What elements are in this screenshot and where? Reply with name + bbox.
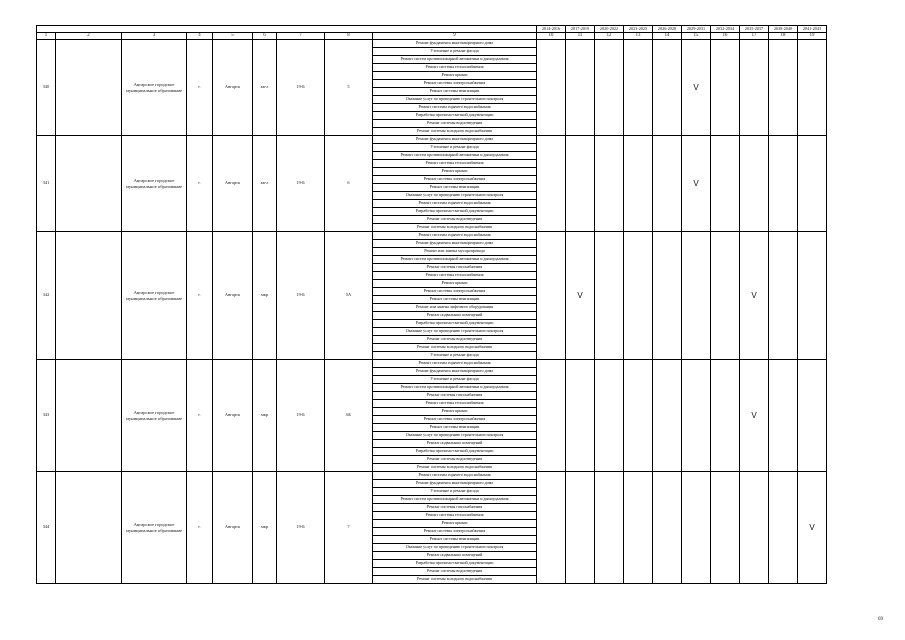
work-item: Разработка проектно-сметной документации bbox=[373, 560, 537, 568]
column-number: 4 bbox=[187, 33, 213, 40]
period-mark: V bbox=[682, 136, 711, 232]
entry-number: 344 bbox=[37, 472, 56, 584]
work-item: Ремонт системы электроснабжения bbox=[373, 416, 537, 424]
period-mark bbox=[537, 360, 566, 472]
work-item: Ремонт системы электроснабжения bbox=[373, 528, 537, 536]
period-mark bbox=[653, 360, 682, 472]
period-mark bbox=[682, 232, 711, 360]
work-item: Разработка проектно-сметной документации bbox=[373, 208, 537, 216]
work-item: Утепление и ремонт фасада bbox=[373, 48, 537, 56]
owner-cell: Ангарское городское муниципальное образование bbox=[122, 360, 187, 472]
period-header: 2026-2028 bbox=[653, 26, 682, 33]
repair-schedule-table bbox=[36, 25, 827, 584]
street-cell: 19-й bbox=[277, 40, 325, 136]
period-header: 2038-2040 bbox=[769, 26, 798, 33]
owner-cell: Ангарское городское муниципальное образование bbox=[122, 40, 187, 136]
period-header: 2020-2022 bbox=[595, 26, 624, 33]
period-mark bbox=[740, 40, 769, 136]
locality-type-cell: г. bbox=[187, 136, 213, 232]
locality-type-cell: г. bbox=[187, 472, 213, 584]
entry-number: 343 bbox=[37, 360, 56, 472]
work-item: Ремонт систем противопожарной автоматики и дымоудаления bbox=[373, 56, 537, 64]
period-header: 2029-2031 bbox=[682, 26, 711, 33]
work-item: Ремонт фундамента многоквартирного дома bbox=[373, 40, 537, 48]
work-item: Ремонт систем противопожарной автоматики и дымоудаления bbox=[373, 384, 537, 392]
period-mark bbox=[769, 472, 798, 584]
street-type-cell: кв-л bbox=[253, 40, 277, 136]
work-item: Ремонт крыши bbox=[373, 520, 537, 528]
work-item: Ремонт системы холодного водоснабжения bbox=[373, 464, 537, 472]
work-item: Ремонт системы теплоснабжения bbox=[373, 512, 537, 520]
column-number: 19 bbox=[798, 33, 827, 40]
period-header: 2035-2037 bbox=[740, 26, 769, 33]
street-cell: 19-й bbox=[277, 232, 325, 360]
work-item: Разработка проектно-сметной документации bbox=[373, 320, 537, 328]
work-item: Ремонт крыши bbox=[373, 72, 537, 80]
period-mark bbox=[798, 232, 827, 360]
locality-type-cell: г. bbox=[187, 360, 213, 472]
column-number: 11 bbox=[566, 33, 595, 40]
work-item: Оказание услуг по проведению строительного контроля bbox=[373, 96, 537, 104]
work-item: Ремонт системы вентиляции bbox=[373, 88, 537, 96]
work-item: Ремонт подвальных помещений bbox=[373, 552, 537, 560]
house-number-cell: 5А bbox=[325, 232, 373, 360]
street-type-cell: кв-л bbox=[253, 136, 277, 232]
work-item: Ремонт системы водоотведения bbox=[373, 120, 537, 128]
work-item: Ремонт подвальных помещений bbox=[373, 312, 537, 320]
work-item: Ремонт системы горячего водоснабжения bbox=[373, 232, 537, 240]
work-item: Ремонт системы теплоснабжения bbox=[373, 160, 537, 168]
work-item: Разработка проектно-сметной документации bbox=[373, 112, 537, 120]
work-item: Ремонт системы теплоснабжения bbox=[373, 400, 537, 408]
period-mark: V bbox=[566, 232, 595, 360]
column-number: 15 bbox=[682, 33, 711, 40]
column-number: 5 bbox=[213, 33, 253, 40]
period-mark: V bbox=[682, 40, 711, 136]
work-item: Ремонт системы электроснабжения bbox=[373, 288, 537, 296]
work-item: Ремонт фундамента многоквартирного дома bbox=[373, 368, 537, 376]
work-item: Ремонт системы электроснабжения bbox=[373, 176, 537, 184]
entry-blank-cell bbox=[56, 232, 122, 360]
period-mark bbox=[566, 472, 595, 584]
street-cell: 19-й bbox=[277, 136, 325, 232]
column-number: 10 bbox=[537, 33, 566, 40]
period-mark: V bbox=[740, 232, 769, 360]
work-item: Ремонт систем противопожарной автоматики и дымоудаления bbox=[373, 256, 537, 264]
period-mark bbox=[624, 40, 653, 136]
locality-cell: Ангарск bbox=[213, 232, 253, 360]
work-item: Ремонт системы теплоснабжения bbox=[373, 64, 537, 72]
work-item: Утепление и ремонт фасада bbox=[373, 376, 537, 384]
column-number: 12 bbox=[595, 33, 624, 40]
work-item: Разработка проектно-сметной документации bbox=[373, 448, 537, 456]
work-item: Утепление и ремонт фасада bbox=[373, 488, 537, 496]
work-item: Ремонт системы холодного водоснабжения bbox=[373, 576, 537, 584]
work-item: Оказание услуг по проведению строительного контроля bbox=[373, 192, 537, 200]
work-item: Ремонт фундамента многоквартирного дома bbox=[373, 136, 537, 144]
period-mark bbox=[537, 136, 566, 232]
work-item: Ремонт системы холодного водоснабжения bbox=[373, 344, 537, 352]
work-item: Ремонт системы газоснабжения bbox=[373, 504, 537, 512]
house-number-cell: 7 bbox=[325, 472, 373, 584]
period-header: 2017-2019 bbox=[566, 26, 595, 33]
period-mark bbox=[711, 472, 740, 584]
period-header-row bbox=[37, 26, 827, 33]
table-row bbox=[37, 360, 827, 368]
locality-cell: Ангарск bbox=[213, 136, 253, 232]
entry-blank-cell bbox=[56, 136, 122, 232]
column-number: 18 bbox=[769, 33, 798, 40]
locality-type-cell: г. bbox=[187, 232, 213, 360]
table-row bbox=[37, 472, 827, 480]
column-number: 1 bbox=[37, 33, 56, 40]
work-item: Ремонт фундамента многоквартирного дома bbox=[373, 240, 537, 248]
period-mark bbox=[711, 232, 740, 360]
entry-blank-cell bbox=[56, 40, 122, 136]
header-blank bbox=[37, 26, 537, 33]
period-mark bbox=[769, 40, 798, 136]
street-cell: 19-й bbox=[277, 360, 325, 472]
locality-cell: Ангарск bbox=[213, 40, 253, 136]
column-number: 17 bbox=[740, 33, 769, 40]
period-mark bbox=[624, 472, 653, 584]
period-mark bbox=[595, 472, 624, 584]
street-cell: 19-й bbox=[277, 472, 325, 584]
work-item: Ремонт подвальных помещений bbox=[373, 440, 537, 448]
work-item: Ремонт системы водоотведения bbox=[373, 336, 537, 344]
period-mark bbox=[624, 232, 653, 360]
period-mark bbox=[537, 40, 566, 136]
period-mark bbox=[711, 360, 740, 472]
work-item: Оказание услуг по проведению строительного контроля bbox=[373, 544, 537, 552]
work-item: Ремонт системы вентиляции bbox=[373, 184, 537, 192]
work-item: Ремонт или замена лифтового оборудования bbox=[373, 304, 537, 312]
column-number: 9 bbox=[373, 33, 537, 40]
period-mark bbox=[711, 40, 740, 136]
period-mark bbox=[595, 232, 624, 360]
period-mark bbox=[711, 136, 740, 232]
street-type-cell: мкр bbox=[253, 360, 277, 472]
period-mark bbox=[537, 232, 566, 360]
period-mark bbox=[566, 136, 595, 232]
column-number: 6 bbox=[253, 33, 277, 40]
work-item: Ремонт системы горячего водоснабжения bbox=[373, 472, 537, 480]
period-header: 2014-2016 bbox=[537, 26, 566, 33]
work-item: Ремонт крыши bbox=[373, 280, 537, 288]
entry-number: 341 bbox=[37, 136, 56, 232]
locality-cell: Ангарск bbox=[213, 360, 253, 472]
work-item: Оказание услуг по проведению строительного контроля bbox=[373, 328, 537, 336]
locality-type-cell: г. bbox=[187, 40, 213, 136]
period-header: 2023-2025 bbox=[624, 26, 653, 33]
column-number: 3 bbox=[122, 33, 187, 40]
work-item: Ремонт систем противопожарной автоматики и дымоудаления bbox=[373, 496, 537, 504]
entry-number: 340 bbox=[37, 40, 56, 136]
period-mark bbox=[537, 472, 566, 584]
period-header: 2041-2043 bbox=[798, 26, 827, 33]
work-item: Ремонт системы горячего водоснабжения bbox=[373, 104, 537, 112]
house-number-cell: 6Б bbox=[325, 360, 373, 472]
period-mark bbox=[653, 136, 682, 232]
period-header: 2032-2034 bbox=[711, 26, 740, 33]
owner-cell: Ангарское городское муниципальное образование bbox=[122, 136, 187, 232]
entry-blank-cell bbox=[56, 472, 122, 584]
work-item: Ремонт крыши bbox=[373, 408, 537, 416]
work-item: Утепление и ремонт фасада bbox=[373, 352, 537, 360]
street-type-cell: мкр bbox=[253, 472, 277, 584]
period-mark bbox=[798, 136, 827, 232]
work-item: Ремонт системы водоотведения bbox=[373, 216, 537, 224]
period-mark bbox=[769, 136, 798, 232]
locality-cell: Ангарск bbox=[213, 472, 253, 584]
column-number: 8 bbox=[325, 33, 373, 40]
period-mark bbox=[566, 360, 595, 472]
period-mark bbox=[653, 40, 682, 136]
work-item: Ремонт системы газоснабжения bbox=[373, 392, 537, 400]
period-mark bbox=[595, 40, 624, 136]
column-number: 16 bbox=[711, 33, 740, 40]
column-number: 7 bbox=[277, 33, 325, 40]
column-number: 13 bbox=[624, 33, 653, 40]
work-item: Ремонт или замена мусоропровода bbox=[373, 248, 537, 256]
work-item: Ремонт крыши bbox=[373, 168, 537, 176]
owner-cell: Ангарское городское муниципальное образование bbox=[122, 472, 187, 584]
period-mark: V bbox=[740, 360, 769, 472]
work-item: Ремонт системы вентиляции bbox=[373, 536, 537, 544]
work-item: Ремонт системы вентиляции bbox=[373, 424, 537, 432]
work-item: Ремонт системы горячего водоснабжения bbox=[373, 360, 537, 368]
period-mark bbox=[566, 40, 595, 136]
house-number-cell: 6 bbox=[325, 136, 373, 232]
work-item: Ремонт системы холодного водоснабжения bbox=[373, 128, 537, 136]
period-mark bbox=[624, 136, 653, 232]
owner-cell: Ангарское городское муниципальное образование bbox=[122, 232, 187, 360]
work-item: Ремонт системы водоотведения bbox=[373, 568, 537, 576]
entry-number: 342 bbox=[37, 232, 56, 360]
table-row bbox=[37, 136, 827, 144]
period-mark bbox=[653, 472, 682, 584]
page-number: 69 bbox=[878, 617, 883, 622]
work-item: Ремонт фундамента многоквартирного дома bbox=[373, 480, 537, 488]
period-mark bbox=[682, 472, 711, 584]
work-item: Ремонт систем противопожарной автоматики и дымоудаления bbox=[373, 152, 537, 160]
work-item: Ремонт системы электроснабжения bbox=[373, 80, 537, 88]
period-mark bbox=[769, 360, 798, 472]
period-mark bbox=[740, 136, 769, 232]
work-item: Утепление и ремонт фасада bbox=[373, 144, 537, 152]
street-type-cell: мкр bbox=[253, 232, 277, 360]
period-mark bbox=[740, 472, 769, 584]
period-mark bbox=[769, 232, 798, 360]
work-item: Ремонт системы газоснабжения bbox=[373, 264, 537, 272]
period-mark bbox=[798, 40, 827, 136]
period-mark bbox=[653, 232, 682, 360]
period-mark bbox=[595, 360, 624, 472]
work-item: Ремонт системы вентиляции bbox=[373, 296, 537, 304]
table-row bbox=[37, 40, 827, 48]
house-number-cell: 5 bbox=[325, 40, 373, 136]
work-item: Ремонт системы теплоснабжения bbox=[373, 272, 537, 280]
work-item: Ремонт системы водоотведения bbox=[373, 456, 537, 464]
period-mark bbox=[624, 360, 653, 472]
column-number: 2 bbox=[56, 33, 122, 40]
table-row bbox=[37, 232, 827, 240]
entry-blank-cell bbox=[56, 360, 122, 472]
period-mark bbox=[798, 360, 827, 472]
period-mark bbox=[682, 360, 711, 472]
work-item: Ремонт системы холодного водоснабжения bbox=[373, 224, 537, 232]
period-mark bbox=[595, 136, 624, 232]
column-number: 14 bbox=[653, 33, 682, 40]
period-mark: V bbox=[798, 472, 827, 584]
work-item: Оказание услуг по проведению строительного контроля bbox=[373, 432, 537, 440]
column-number-row bbox=[37, 33, 827, 40]
work-item: Ремонт системы горячего водоснабжения bbox=[373, 200, 537, 208]
